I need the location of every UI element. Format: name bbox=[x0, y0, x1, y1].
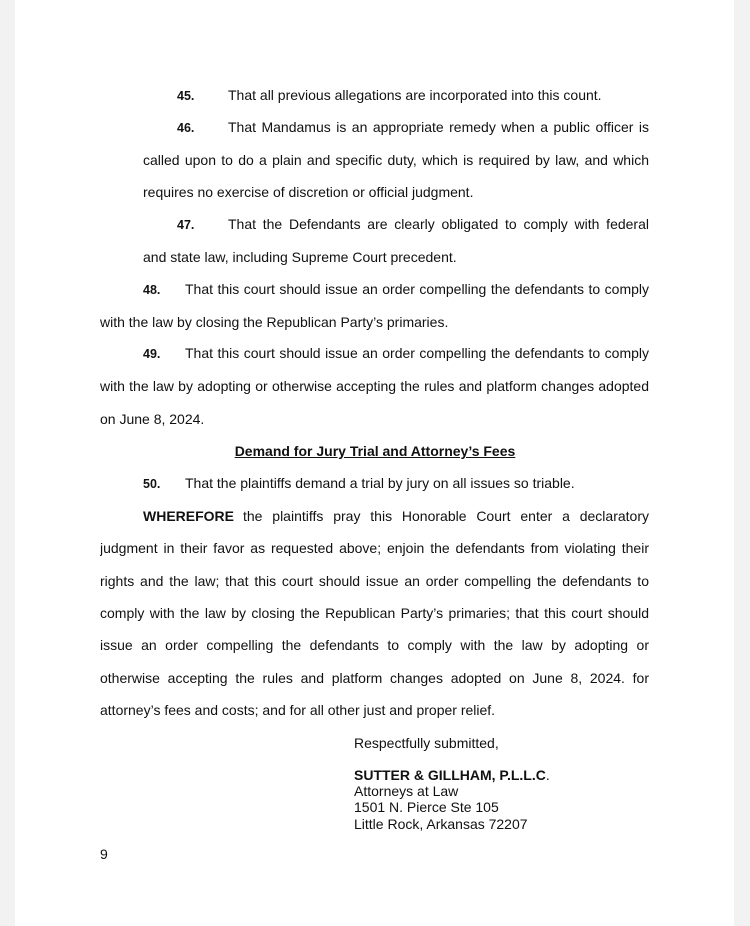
firm-name: SUTTER & GILLHAM, P.L.L.C bbox=[354, 767, 546, 783]
paragraph-number-47: 47. bbox=[177, 218, 195, 232]
firm-address-line-2: Little Rock, Arkansas 72207 bbox=[354, 816, 528, 832]
document-page bbox=[15, 0, 734, 926]
wherefore-line-1: the plaintiffs pray this Honorable Court enter a declaratory bbox=[243, 508, 649, 524]
wherefore-lead: WHEREFORE bbox=[143, 508, 234, 524]
paragraph-48-line-2: with the law by closing the Republican Party’s primaries. bbox=[100, 314, 449, 330]
firm-address-line-1: 1501 N. Pierce Ste 105 bbox=[354, 799, 499, 815]
paragraph-number-45: 45. bbox=[177, 89, 195, 103]
wherefore-line-4: comply with the law by closing the Republican Party’s primaries; that this court should bbox=[100, 605, 649, 621]
firm-name-suffix: . bbox=[545, 767, 550, 783]
wherefore-line-5: issue an order compelling the defendants to comply with the law by adopting or bbox=[100, 637, 649, 653]
wherefore-line-3: rights and the law; that this court should issue an order compelling the defendants to bbox=[100, 573, 649, 589]
paragraph-number-46: 46. bbox=[177, 121, 195, 135]
firm-title: Attorneys at Law bbox=[354, 783, 459, 799]
paragraph-47-line-1: That the Defendants are clearly obligated to comply with federal bbox=[228, 216, 649, 232]
paragraph-46-line-2: called upon to do a plain and specific duty, which is required by law, and which bbox=[143, 152, 649, 168]
paragraph-49-line-2: with the law by adopting or otherwise accepting the rules and platform changes adopted bbox=[100, 378, 649, 394]
paragraph-46-line-3: requires no exercise of discretion or official judgment. bbox=[143, 184, 474, 200]
wherefore-line-7: attorney’s fees and costs; and for all other just and proper relief. bbox=[100, 702, 496, 718]
paragraph-50-text: That the plaintiffs demand a trial by jury on all issues so triable. bbox=[185, 475, 575, 491]
closing-text: Respectfully submitted, bbox=[354, 735, 499, 751]
paragraph-46-line-1: That Mandamus is an appropriate remedy when a public officer is bbox=[228, 119, 649, 135]
paragraph-45-text: That all previous allegations are incorporated into this count. bbox=[228, 87, 602, 103]
paragraph-47-line-2: and state law, including Supreme Court precedent. bbox=[143, 249, 457, 265]
paragraph-49-line-3: on June 8, 2024. bbox=[100, 411, 205, 427]
section-heading: Demand for Jury Trial and Attorney’s Fees bbox=[234, 443, 516, 459]
paragraph-48-line-1: That this court should issue an order compelling the defendants to comply bbox=[185, 281, 649, 297]
paragraph-number-48: 48. bbox=[143, 283, 161, 297]
wherefore-line-2: judgment in their favor as requested above; enjoin the defendants from violating their bbox=[100, 540, 649, 556]
paragraph-number-50: 50. bbox=[143, 477, 161, 491]
wherefore-line-6: otherwise accepting the rules and platform changes adopted on June 8, 2024. for bbox=[100, 670, 649, 686]
paragraph-49-line-1: That this court should issue an order compelling the defendants to comply bbox=[185, 345, 649, 361]
paragraph-number-49: 49. bbox=[143, 347, 161, 361]
page-number: 9 bbox=[100, 846, 108, 862]
